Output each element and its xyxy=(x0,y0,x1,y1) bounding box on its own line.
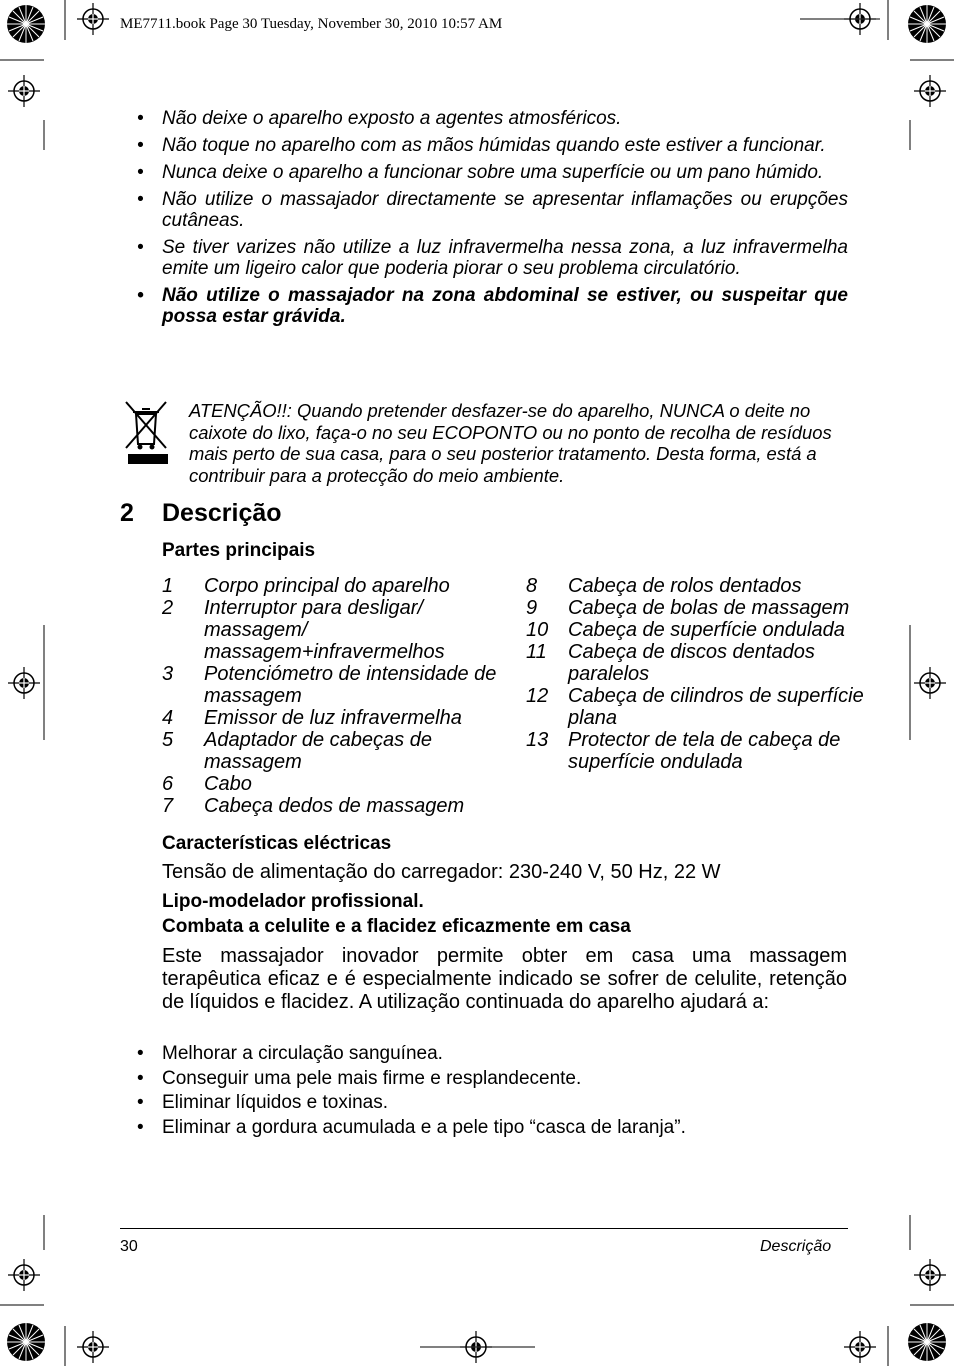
part-label: Corpo principal do aparelho xyxy=(204,575,450,597)
part-number: 1 xyxy=(162,575,174,597)
part-item xyxy=(162,597,507,663)
part-number: 6 xyxy=(162,773,174,795)
list-item-text: Não toque no aparelho com as mãos húmidas quando este estiver a funcionar. xyxy=(162,135,826,156)
part-number: 11 xyxy=(526,641,547,663)
warnings-list xyxy=(120,108,848,333)
print-header: ME7711.book Page 30 Tuesday, November 30, 2010 10:57 AM xyxy=(120,16,503,32)
list-item-text: Não deixe o aparelho exposto a agentes atmosféricos. xyxy=(162,108,622,129)
part-label: Cabo xyxy=(204,773,252,795)
starburst-mark xyxy=(908,1323,946,1361)
part-label: Cabeça de superfície ondulada xyxy=(568,619,845,641)
part-item xyxy=(526,597,871,619)
bullet-marker: • xyxy=(137,189,144,210)
part-item xyxy=(526,685,871,729)
electrical-text: Tensão de alimentação do carregador: 230-240 V, 50 Hz, 22 W xyxy=(162,861,721,883)
list-item-text: Conseguir uma pele mais firme e resplandecente. xyxy=(162,1067,582,1089)
crosshair-mark xyxy=(77,3,109,35)
list-item xyxy=(120,108,848,129)
part-label: Emissor de luz infravermelha xyxy=(204,707,462,729)
crossed-bin-icon xyxy=(124,400,172,468)
part-item xyxy=(162,729,507,773)
crosshair-mark xyxy=(8,667,40,699)
part-number: 8 xyxy=(526,575,538,597)
product-heading: Lipo-modelador profissional. xyxy=(162,891,424,912)
bullet-marker: • xyxy=(137,162,144,183)
bullet-marker: • xyxy=(137,1092,144,1113)
parts-heading: Partes principais xyxy=(162,540,316,561)
section-title: Descrição xyxy=(162,499,282,527)
product-subheading: Combata a celulite e a flacidez eficazmente em casa xyxy=(162,916,631,937)
weee-notice: ATENÇÃO!!: Quando pretender desfazer-se do aparelho, NUNCA o deite no caixote do lixo, faça-o no seu ECOPONTO ou no ponto de recolha de resíduos mais perto de sua casa, para o seu posterior tratamento. Desta forma, está a contribuir para a protecção do meio ambiente. xyxy=(189,400,832,486)
part-label: Protector de tela de cabeça de superfície ondulada xyxy=(568,729,841,773)
list-item xyxy=(120,189,848,231)
starburst-mark xyxy=(908,5,946,43)
part-label: Cabeça de rolos dentados xyxy=(568,575,802,597)
footer-section-title: Descrição xyxy=(760,1238,832,1255)
crosshair-mark xyxy=(844,1331,876,1363)
part-label: Cabeça dedos de massagem xyxy=(204,795,465,817)
bullet-marker: • xyxy=(137,108,144,129)
section-number: 2 xyxy=(120,499,134,527)
part-item xyxy=(526,619,871,641)
list-item xyxy=(120,285,848,327)
part-label: Potenciómetro de intensidade de massagem xyxy=(204,663,497,707)
bullet-marker: • xyxy=(137,285,144,306)
list-item xyxy=(120,135,848,156)
part-number: 10 xyxy=(526,619,549,641)
list-item-text: Eliminar líquidos e toxinas. xyxy=(162,1092,388,1113)
list-item-text: Eliminar a gordura acumulada e a pele tipo “casca de laranja”. xyxy=(162,1116,686,1138)
part-number: 7 xyxy=(162,795,174,817)
list-item-text: Nunca deixe o aparelho a funcionar sobre uma superfície ou um pano húmido. xyxy=(162,162,824,183)
part-item xyxy=(162,707,507,729)
part-number: 2 xyxy=(162,597,174,619)
part-item xyxy=(162,795,507,817)
list-item xyxy=(120,1091,848,1116)
part-item xyxy=(526,729,871,773)
list-item-text: Se tiver varizes não utilize a luz infravermelha nessa zona, a luz infravermelha emite um ligeiro calor que poderia piorar o seu problema circulatório. xyxy=(162,237,848,279)
list-item-text: Não utilize o massajador directamente se apresentar inflamações ou erupções cutâneas. xyxy=(162,189,848,231)
crosshair-mark xyxy=(914,667,946,699)
crosshair-mark xyxy=(77,1331,109,1363)
part-label: Cabeça de cilindros de superfície plana xyxy=(568,685,864,729)
part-item xyxy=(526,641,871,685)
part-label: Cabeça de discos dentados paralelos xyxy=(568,641,815,685)
part-label: Cabeça de bolas de massagem xyxy=(568,597,850,619)
parts-list-left xyxy=(162,575,507,817)
list-item xyxy=(120,1116,848,1141)
crosshair-mark xyxy=(8,75,40,107)
bullet-marker: • xyxy=(137,1116,144,1138)
section-heading xyxy=(120,499,282,528)
crosshair-mark xyxy=(8,1259,40,1291)
starburst-mark xyxy=(7,5,45,43)
list-item xyxy=(120,237,848,279)
crosshair-mark xyxy=(914,1259,946,1291)
footer-rule xyxy=(120,1228,848,1229)
starburst-mark xyxy=(7,1323,45,1361)
benefits-list xyxy=(120,1042,848,1140)
part-item xyxy=(162,663,507,707)
list-item xyxy=(120,162,848,183)
electrical-heading: Características eléctricas xyxy=(162,833,392,854)
product-description: Este massajador inovador permite obter em casa uma massagem terapêutica eficaz e é especialmente indicado se sofrer de celulite, retenção de líquidos e flacidez. A utilização continuada do aparelho ajudará a: xyxy=(162,945,847,1013)
part-item xyxy=(162,575,507,597)
part-label: Interruptor para desligar/ massagem/ massagem+infravermelhos xyxy=(204,597,445,663)
bullet-marker: • xyxy=(137,1043,144,1064)
bullet-marker: • xyxy=(137,237,144,258)
list-item xyxy=(120,1067,848,1092)
crosshair-mark xyxy=(914,75,946,107)
part-number: 13 xyxy=(526,729,549,751)
part-number: 4 xyxy=(162,707,174,729)
parts-list-right xyxy=(526,575,871,773)
part-number: 12 xyxy=(526,685,549,707)
list-item-text: Melhorar a circulação sanguínea. xyxy=(162,1043,443,1064)
bullet-marker: • xyxy=(137,135,144,156)
part-number: 5 xyxy=(162,729,174,751)
part-item xyxy=(162,773,507,795)
list-item-text: Não utilize o massajador na zona abdominal se estiver, ou suspeitar que possa estar grávida. xyxy=(162,285,848,327)
part-number: 3 xyxy=(162,663,174,685)
part-label: Adaptador de cabeças de massagem xyxy=(204,729,432,773)
bullet-marker: • xyxy=(137,1067,144,1089)
list-item xyxy=(120,1042,848,1067)
part-item xyxy=(526,575,871,597)
part-number: 9 xyxy=(526,597,538,619)
page-number: 30 xyxy=(120,1238,138,1255)
